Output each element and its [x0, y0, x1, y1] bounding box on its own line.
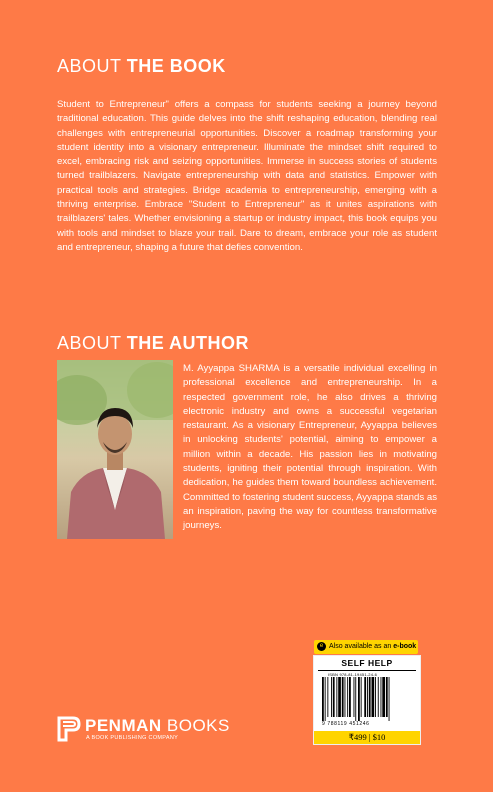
ebook-badge-text: Also available as an — [329, 643, 394, 650]
barcode-bar — [338, 677, 341, 717]
barcode-bar — [375, 677, 376, 717]
category-divider — [318, 670, 416, 671]
barcode-bar — [342, 677, 344, 717]
publisher-tagline: A BOOK PUBLISHING COMPANY — [86, 735, 179, 741]
about-author-heading-light: ABOUT — [57, 333, 122, 353]
barcode-bar — [354, 677, 355, 717]
barcode-bar — [358, 677, 360, 721]
isbn-digits: 9 788119 451246 — [322, 721, 370, 727]
about-book-heading-light: ABOUT — [57, 56, 122, 76]
barcode-bar — [369, 677, 371, 717]
about-book-heading-bold: THE BOOK — [126, 56, 226, 76]
barcode-box — [313, 655, 421, 745]
ebook-badge — [314, 640, 418, 654]
barcode-bar — [372, 677, 375, 717]
barcode-bar — [347, 677, 348, 717]
barcode-bar — [361, 677, 362, 717]
price-tag: ₹499 | $10 — [314, 731, 420, 744]
about-author-heading-bold: THE AUTHOR — [126, 333, 250, 353]
author-block — [57, 362, 437, 543]
author-bio: M. Ayyappa SHARMA is a versatile individual excelling in professional excellence and entrepreneurship. In a respected government role, he also drives a thriving electronic industry and owns a successful vegetarian restaurant. As a visionary Entrepreneur, Ayyappa believes in unlocking students' potential, aiming to empower a million within a decade. His passion lies in motivating students, igniting their potential through inspiration. With dedication, he guides them toward boundless achievement. Committed to fostering student success, Ayyappa stands as an inspiration, paving the way for countless transformative journeys. — [183, 363, 437, 532]
publisher-name — [85, 716, 230, 736]
publisher-name-bold: PENMAN — [85, 716, 162, 735]
barcode-bar — [386, 677, 388, 717]
barcode-bar — [367, 677, 368, 717]
barcode-bar — [355, 677, 356, 721]
barcode-bars — [320, 677, 414, 721]
barcode-bar — [325, 677, 326, 721]
publisher-name-light: BOOKS — [161, 716, 230, 735]
barcode-bar — [382, 677, 385, 717]
penman-logo-icon — [57, 714, 81, 742]
barcode-bar — [364, 677, 366, 717]
author-photo-illustration — [57, 360, 173, 539]
barcode-bar — [327, 677, 328, 717]
ebook-circle-icon: e — [317, 642, 326, 651]
publisher-logo — [57, 714, 257, 746]
category-label: SELF HELP — [341, 658, 393, 668]
author-photo — [57, 360, 173, 539]
barcode-bar — [322, 677, 324, 721]
barcode-bar — [345, 677, 346, 717]
barcode-bar — [381, 677, 382, 717]
barcode-bar — [333, 677, 335, 717]
barcode-bar — [389, 677, 390, 721]
barcode-bar — [331, 677, 332, 717]
about-book-heading — [57, 56, 226, 77]
barcode-bar — [336, 677, 337, 717]
barcode-bar — [349, 677, 351, 717]
ebook-badge-bold: e-book — [393, 643, 417, 650]
isbn-label: ISBN 978-81-19451-24-6 — [328, 672, 378, 677]
book-description: Student to Entrepreneur" offers a compass for students seeking a journey beyond traditional education. This guide delves into the shift reshaping education, blending real challenges with entrepreneurial opportunities. Discover a roadmap transforming your student identity into a visionary entrepreneur. Illuminate the mindset shift required to excel, embracing risk and seizing opportunities. Immerse in success stories of students turned trailblazers. Navigate entrepreneurship with data and statistics. Empower with practical tools and strategies. Bridge academia to entrepreneurship, emerging with a thriving enterprise. Embrace "Student to Entrepreneur" as it unites aspirations with trailblazers' tales. Whether envisioning a startup or industry impact, this book equips you with tools and mindset to blaze your trail. Dare to dream, embrace your role as student and entrepreneur, shaping a future that defies convention. — [57, 99, 437, 253]
barcode-bar — [378, 677, 379, 717]
about-author-heading — [57, 333, 249, 354]
